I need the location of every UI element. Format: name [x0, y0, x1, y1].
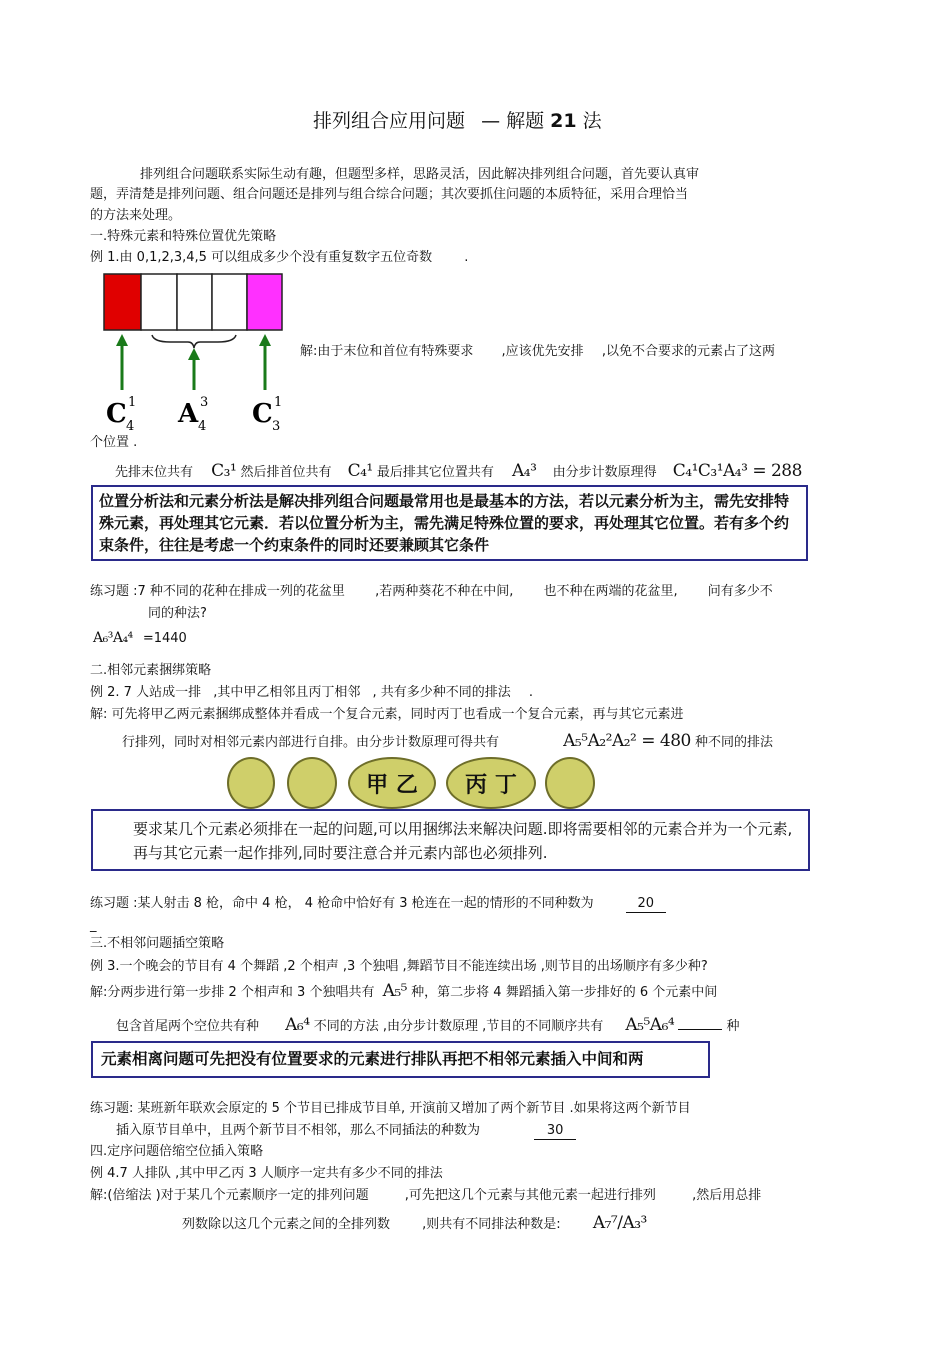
solution-4-line-1 — [90, 1188, 761, 1204]
formula-a64: A₆⁴ — [285, 1015, 310, 1035]
svg-text:4: 4 — [126, 419, 135, 434]
title-tail-a: 解题 — [506, 110, 545, 132]
exercise-1-e: 同的种法? — [148, 606, 207, 621]
title-main: 排列组合应用问题 — [313, 110, 466, 132]
solution-3-blank — [678, 1017, 722, 1030]
answer-1440: =1440 — [142, 631, 187, 646]
svg-text:4: 4 — [198, 419, 207, 434]
formula-c41: C₄¹ — [347, 461, 373, 481]
exercise-1-c: 也不种在两端的花盆里, — [543, 584, 678, 599]
arrow-left — [116, 334, 128, 390]
formula-a55: A₅⁵ — [382, 981, 408, 1001]
solution-4-b: ,可先把这几个元素与其他元素一起进行排列 — [404, 1188, 656, 1203]
formula-c31: C₃¹ — [211, 461, 237, 481]
digit-slots — [104, 274, 282, 330]
example-2-c: , 共有多少种不同的排法 — [372, 685, 511, 700]
slot-middle-1 — [141, 274, 177, 330]
intro-line-2: 题，弄清楚是排列问题、组合问题还是排列与组合综合问题；其次要抓住问题的本质特征，采用合理恰当 — [90, 187, 689, 202]
title-tail-b: 法 — [582, 110, 602, 132]
tip-box-1-text: 位置分析法和元素分析法是解决排列组合问题最常用也是最基本的方法，若以元素分析为主，需先安排特殊元素，再处理其它元素．若以位置分析为主，需先满足特殊位置的要求，再处理其它位置。若有多个约束条件，往往是考虑一个约束条件的同时还要兼顾其它条件 — [99, 492, 790, 554]
slot-middle-2 — [177, 274, 212, 330]
example-2-b: ,其中甲乙相邻且丙丁相邻 — [213, 685, 361, 700]
solution-3-b: 种，第二步将 4 舞蹈插入第一步排好的 6 个元素中间 — [411, 985, 718, 1000]
digit-positions-diagram — [100, 272, 285, 434]
example-4: 例 4.7 人排队 ,其中甲乙丙 3 人顺序一定共有多少不同的排法 — [90, 1166, 443, 1181]
tip-box-3 — [91, 1041, 710, 1078]
slot-middle-3 — [212, 274, 247, 330]
formula-a77-over-a33: A₇⁷/A₃³ — [592, 1213, 647, 1233]
slot-last-digit — [104, 274, 141, 330]
solution-2-line-1: 解: 可先将甲乙两元素捆绑成整体并看成一个复合元素，同时丙丁也看成一个复合元素，再与其它元素进 — [90, 707, 684, 722]
example-1-text: 例 1.由 0,1,2,3,4,5 可以组成多少个没有重复数字五位奇数 — [90, 250, 433, 265]
solution-1-b: ,应该优先安排 — [501, 344, 584, 359]
svg-text:3: 3 — [200, 395, 209, 410]
solution-2-line-2 — [122, 730, 773, 754]
section-1-heading: 一.特殊元素和特殊位置优先策略 — [90, 229, 277, 244]
solution-4-d: 列数除以这几个元素之间的全排列数 — [182, 1217, 391, 1232]
exercise-1-a: 练习题 :7 种不同的花种在排成一列的花盆里 — [90, 584, 345, 599]
solution-3-line-1 — [90, 980, 717, 1004]
solution-4-e: ,则共有不同排法种数是: — [422, 1217, 561, 1232]
brace — [152, 335, 236, 348]
slot-first-digit — [247, 274, 282, 330]
section-2-heading: 二.相邻元素捆绑策略 — [90, 663, 212, 678]
formula-288: C₄¹C₃¹A₄³ = 288 — [672, 461, 802, 481]
exercise-1 — [90, 584, 773, 600]
solution-3-d: 不同的方法 ,由分步计数原理 ,节目的不同顺序共有 — [313, 1019, 604, 1034]
formula-a43: A₄³ — [512, 461, 537, 481]
exercise-2 — [90, 896, 666, 913]
example-2 — [90, 685, 533, 701]
tip-box-2 — [91, 809, 810, 871]
solution-1-c: ,以免不合要求的元素占了这两 — [601, 344, 775, 359]
svg-text:C: C — [106, 399, 127, 429]
exercise-2-text: 练习题 :某人射击 8 枪，命中 4 枪， 4 枪命中恰好有 3 枪连在一起的情形的不同种数为 — [90, 896, 594, 911]
section-3-heading: 三.不相邻问题插空策略 — [90, 936, 225, 951]
solution-4-a: 解:(倍缩法 )对于某几个元素顺序一定的排列问题 — [90, 1188, 369, 1203]
label-c41 — [106, 395, 136, 434]
solution-3-a: 解:分两步进行第一步排 2 个相声和 3 个独唱共有 — [90, 985, 375, 1000]
formula-480: A₅⁵A₂²A₂² = 480 — [563, 731, 691, 751]
example-2-a: 例 2. 7 人站成一排 — [90, 685, 202, 700]
exercise-3-b: 插入原节目单中，且两个新节目不相邻，那么不同插法的种数为 — [116, 1123, 481, 1138]
svg-text:3: 3 — [272, 419, 281, 434]
step-b: 然后排首位共有 — [240, 465, 332, 480]
tip-box-1 — [91, 485, 808, 561]
solution-4-line-2 — [182, 1212, 647, 1236]
label-c31 — [252, 395, 282, 434]
title-number: 21 — [550, 110, 577, 132]
solution-4-c: ,然后用总排 — [692, 1188, 762, 1203]
step-a: 先排末位共有 — [115, 465, 194, 480]
exercise-2-answer: 20 — [626, 896, 666, 913]
svg-text:A: A — [178, 399, 199, 429]
ball-bing-ding: 丙 丁 — [446, 757, 536, 809]
intro-line-3: 的方法来处理。 — [90, 208, 182, 223]
svg-text:1: 1 — [274, 395, 283, 410]
section-4-heading: 四.定序问题倍缩空位插入策略 — [90, 1144, 264, 1159]
solution-1-a: 解:由于末位和首位有特殊要求 — [300, 344, 474, 359]
formula-a63a44: A₆³A₄⁴ — [93, 630, 133, 646]
tip-box-2-text: 要求某几个元素必须排在一起的问题,可以用捆绑法来解决问题.即将需要相邻的元素合并为一个元素,再与其它元素一起作排列,同时要注意合并元素内部也必须排列. — [133, 820, 793, 862]
ball-element-5 — [545, 757, 595, 809]
exercise-2-tail: _ — [90, 918, 97, 933]
exercise-3-line-1: 练习题: 某班新年联欢会原定的 5 个节目已排成节目单, 开演前又增加了两个新节目 .如果将这两个新节目 — [90, 1101, 691, 1116]
step-c: 最后排其它位置共有 — [376, 465, 494, 480]
arrow-middle — [188, 348, 200, 390]
solution-1-line — [300, 344, 775, 360]
ball-jia-yi: 甲 乙 — [348, 757, 436, 809]
exercise-1-b: ,若两种葵花不种在中间, — [375, 584, 514, 599]
ball-element-1 — [227, 757, 275, 809]
title-dash: — — [481, 110, 501, 132]
example-1-dot: . — [464, 250, 469, 265]
exercise-1-d: 问有多少不 — [707, 584, 773, 599]
svg-text:1: 1 — [128, 395, 137, 410]
solution-1-d: 个位置 . — [90, 435, 138, 450]
exercise-3-answer: 30 — [534, 1123, 576, 1140]
exercise-3-line-2 — [116, 1123, 576, 1140]
intro-line-1: 排列组合问题联系实际生动有趣，但题型多样，思路灵活，因此解决排列组合问题，首先要认真审 — [140, 167, 700, 182]
tip-box-3-text: 元素相离问题可先把没有位置要求的元素进行排队再把不相邻元素插入中间和两 — [101, 1050, 644, 1068]
formula-a55a64: A₅⁵A₆⁴ — [625, 1015, 675, 1035]
svg-text:C: C — [252, 399, 273, 429]
solution-2-tail: 种不同的排法 — [695, 735, 774, 750]
solution-2-text: 行排列，同时对相邻元素内部进行自排。由分步计数原理可得共有 — [122, 735, 500, 750]
step-d: 由分步计数原理得 — [552, 465, 657, 480]
page-title — [313, 106, 602, 133]
example-1 — [90, 250, 468, 266]
exercise-1-answer — [93, 630, 187, 647]
label-a43 — [177, 395, 208, 434]
solution-3-line-2 — [116, 1014, 740, 1038]
example-2-d: . — [528, 685, 534, 700]
solution-3-c: 包含首尾两个空位共有种 — [116, 1019, 260, 1034]
ball-element-2 — [287, 757, 337, 809]
solution-3-e: 种 — [726, 1019, 740, 1034]
arrow-right — [259, 334, 271, 390]
step-line — [115, 460, 802, 484]
example-3: 例 3.一个晚会的节目有 4 个舞蹈 ,2 个相声 ,3 个独唱 ,舞蹈节目不能连续出场 ,则节目的出场顺序有多少种? — [90, 959, 708, 974]
